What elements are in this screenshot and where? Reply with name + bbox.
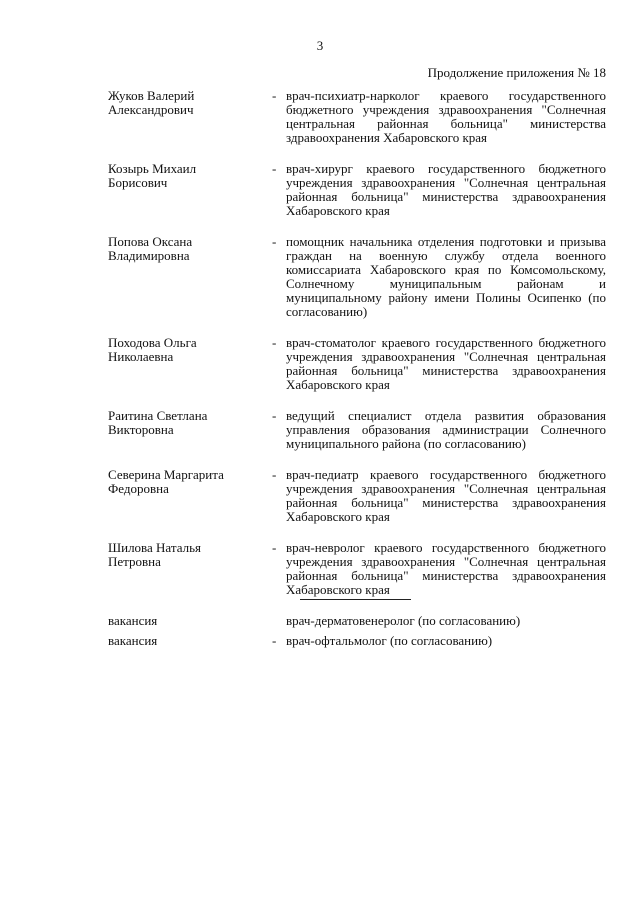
end-separator-line bbox=[300, 599, 411, 600]
member-name: Раитина Светлана Викторовна bbox=[108, 408, 208, 437]
dash-separator: - bbox=[272, 161, 277, 176]
member-name: Жуков Валерий Александрович bbox=[108, 88, 195, 117]
list-item bbox=[108, 336, 606, 392]
list-item bbox=[108, 89, 606, 145]
member-name: Шилова Наталья Петровна bbox=[108, 540, 201, 569]
list-item bbox=[108, 235, 606, 319]
dash-separator: - bbox=[272, 467, 277, 482]
dash-separator: - bbox=[272, 408, 277, 423]
member-position: врач-стоматолог краевого государственного бюджетного учреждения здравоохранения "Солнечная центральная районная больница" министерства здравоохранения Хабаровского края bbox=[286, 335, 606, 392]
dash-separator: - bbox=[272, 540, 277, 555]
list-item bbox=[108, 409, 606, 451]
list-item bbox=[108, 541, 606, 597]
member-name: вакансия bbox=[108, 613, 158, 628]
member-name: Козырь Михаил Борисович bbox=[108, 161, 197, 190]
member-position: врач-хирург краевого государственного бюджетного учреждения здравоохранения "Солнечная центральная районная больница" министерства здравоохранения Хабаровского края bbox=[286, 161, 606, 218]
member-name: Походова Ольга Николаевна bbox=[108, 335, 197, 364]
continuation-note: Продолжение приложения № 18 bbox=[427, 65, 606, 80]
list-item bbox=[108, 162, 606, 218]
dash-separator: - bbox=[272, 335, 277, 350]
member-position: врач-дерматовенеролог (по согласованию) bbox=[286, 613, 521, 628]
member-name: Северина Маргарита Федоровна bbox=[108, 467, 224, 496]
member-name: Попова Оксана Владимировна bbox=[108, 234, 193, 263]
member-position: врач-педиатр краевого государственного бюджетного учреждения здравоохранения "Солнечная центральная районная больница" министерства здравоохранения Хабаровского края bbox=[286, 467, 606, 524]
member-name: вакансия bbox=[108, 633, 158, 648]
member-position: врач-офтальмолог (по согласованию) bbox=[286, 633, 493, 648]
member-position: врач-невролог краевого государственного бюджетного учреждения здравоохранения "Солнечная центральная районная больница" министерства здравоохранения Хабаровского края bbox=[286, 540, 606, 597]
dash-separator: - bbox=[272, 234, 277, 249]
list-item bbox=[108, 614, 606, 628]
list-item bbox=[108, 468, 606, 524]
member-position: ведущий специалист отдела развития образования управления образования администрации Солнечного муниципального района (по согласованию) bbox=[286, 408, 606, 451]
list-item bbox=[108, 634, 606, 648]
members-list bbox=[108, 89, 606, 665]
member-position: врач-психиатр-нарколог краевого государственного бюджетного учреждения здравоохранения "Солнечная центральная районная больница" министерства здравоохранения Хабаровского края bbox=[286, 88, 606, 145]
dash-separator: - bbox=[272, 633, 277, 648]
page-number: 3 bbox=[316, 38, 324, 53]
member-position: помощник начальника отделения подготовки и призыва граждан на военную службу отдела военного комиссариата Хабаровского края по Комсомольскому, Солнечному муниципальным районам и муниципальному району имени Полины Осипенко (по согласованию) bbox=[286, 234, 606, 319]
dash-separator: - bbox=[272, 88, 277, 103]
